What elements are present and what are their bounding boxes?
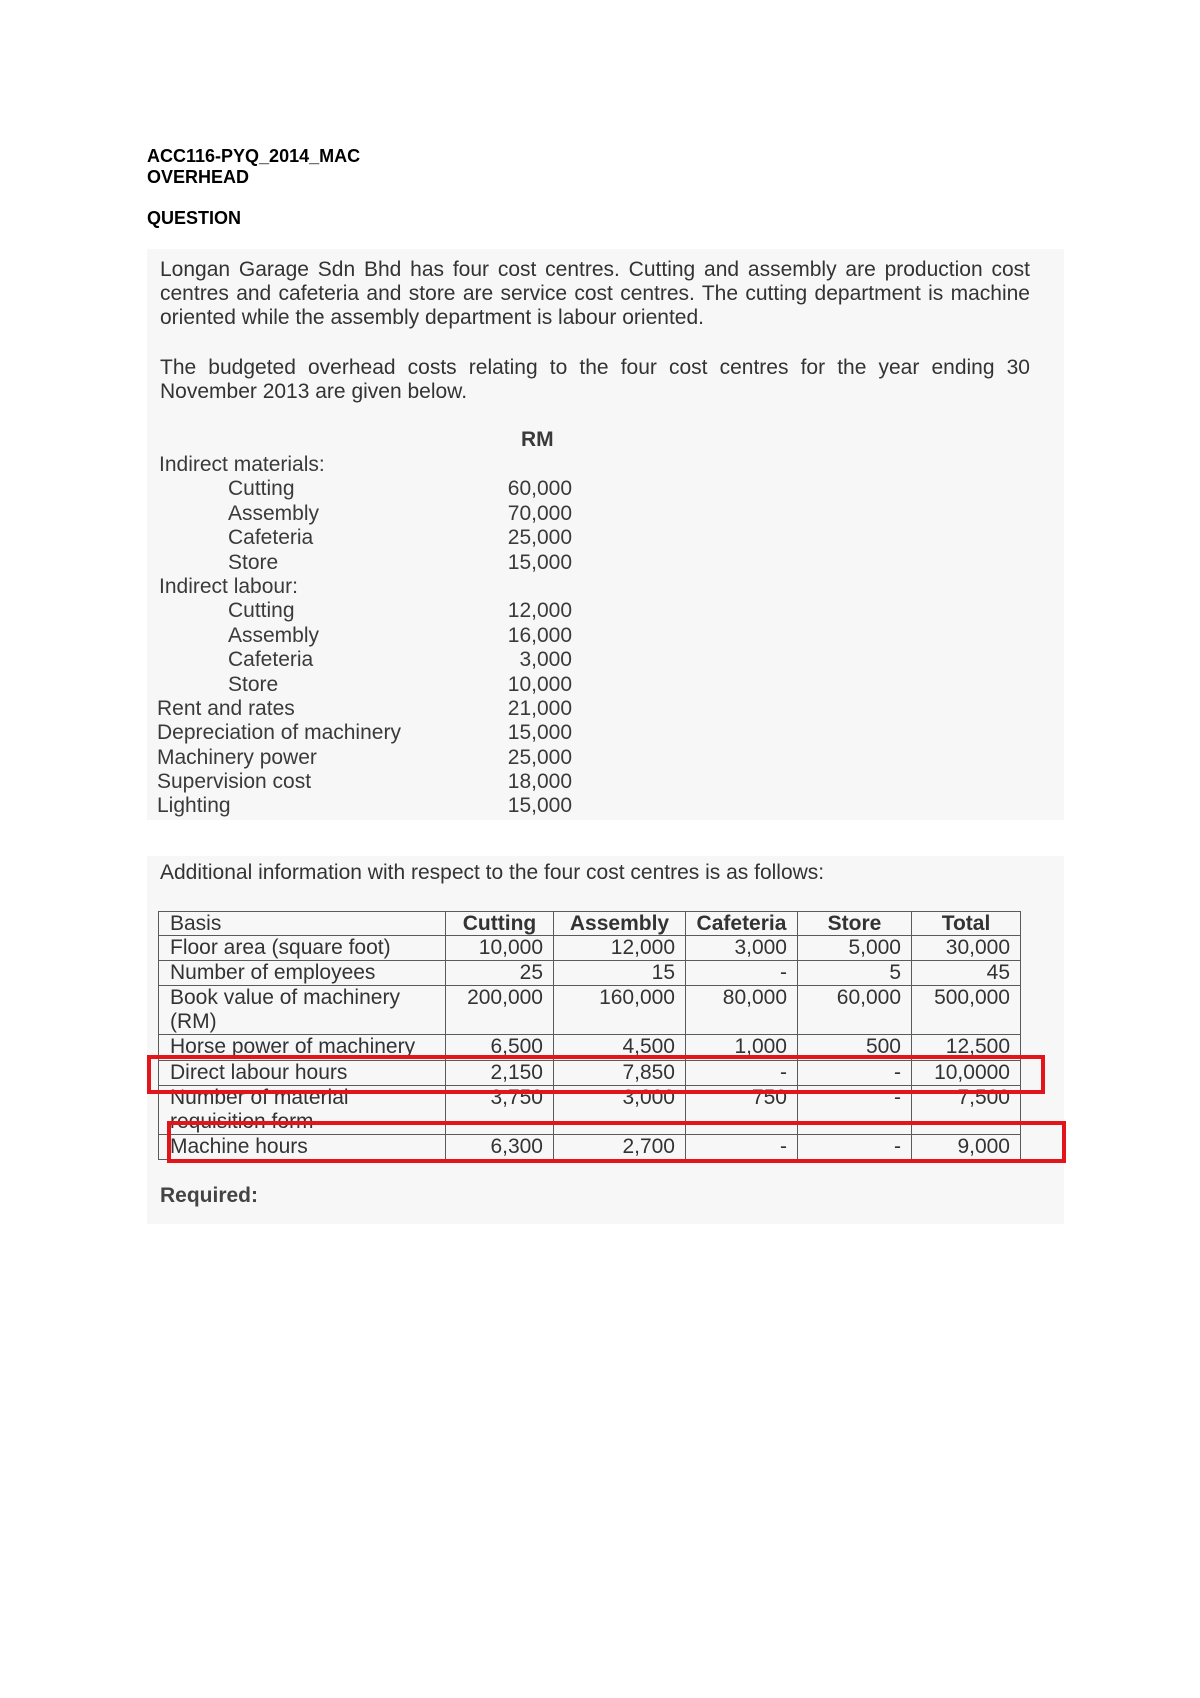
cost-item: [0, 721, 572, 745]
table-header-cell: Assembly: [554, 912, 686, 935]
table-cell-basis: Number of material requisition form: [159, 1086, 446, 1134]
section-heading: QUESTION: [147, 208, 242, 228]
cost-item: [0, 599, 572, 623]
cost-item-label: Cutting: [228, 599, 295, 623]
cost-item-value: 15,000: [507, 550, 572, 574]
document-topic: OVERHEAD: [147, 167, 250, 187]
cost-item-label: Assembly: [228, 501, 320, 525]
table-cell-basis: Horse power of machinery: [159, 1035, 446, 1060]
question-intro: Longan Garage Sdn Bhd has four cost centres. Cutting and assembly are production cost centres and cafeteria and store are service cost centres. The cutting department is machine oriented while the assembly department is labour oriented.: [160, 258, 1030, 329]
table-cell: 5,000: [798, 936, 912, 960]
table-cell: 10,000: [446, 936, 554, 960]
cost-item: [0, 502, 572, 526]
table-cell: 9,000: [912, 1135, 1021, 1159]
table-cell: 6,300: [446, 1135, 554, 1159]
table-cell: 2,150: [446, 1061, 554, 1085]
table-cell: 500,000: [912, 986, 1021, 1034]
cost-item-value: 10,000: [507, 672, 572, 696]
table-cell: 3,000: [554, 1086, 686, 1134]
table-cell: 750: [686, 1086, 798, 1134]
cost-item: [0, 697, 572, 721]
table-header-cell: Basis: [159, 912, 446, 935]
table-cell: 6,500: [446, 1035, 554, 1060]
cost-item: [0, 551, 572, 575]
table-cell: 12,500: [912, 1035, 1021, 1060]
cost-item: [0, 624, 572, 648]
cost-item-label: Cafeteria: [228, 526, 314, 550]
additional-info-intro: Additional information with respect to the four cost centres is as follows:: [160, 861, 825, 884]
table-header-row: [159, 912, 1021, 936]
cost-item-label: Lighting: [157, 794, 231, 818]
cost-item-label: Machinery power: [157, 745, 317, 769]
cost-item-label: Depreciation of machinery: [157, 721, 401, 745]
cost-item-value: 70,000: [507, 501, 572, 525]
table-header-cell: Cutting: [446, 912, 554, 935]
table-cell: -: [798, 1061, 912, 1085]
cost-item-value: 12,000: [507, 599, 572, 623]
table-header-cell: Cafeteria: [686, 912, 798, 935]
highlight-box-machine-hours: [167, 1121, 1066, 1163]
cost-item: [0, 746, 572, 770]
highlight-box-direct-labour-hours: [147, 1055, 1045, 1094]
table-cell: 200,000: [446, 986, 554, 1034]
table-cell: 1,000: [686, 1035, 798, 1060]
cost-item-label: Cafeteria: [228, 648, 314, 672]
cost-item-label: Assembly: [228, 623, 320, 647]
table-cell: -: [798, 1086, 912, 1134]
cost-item-value: 60,000: [507, 477, 572, 501]
cost-group-label: Indirect labour:: [159, 574, 298, 598]
table-row: [159, 961, 1021, 986]
cost-group-label: Indirect materials:: [159, 453, 325, 476]
table-cell-basis: Direct labour hours: [159, 1061, 446, 1085]
table-cell: 10,0000: [912, 1061, 1021, 1085]
table-cell: 3,750: [446, 1086, 554, 1134]
table-cell: 60,000: [798, 986, 912, 1034]
table-cell: 500: [798, 1035, 912, 1060]
table-cell: -: [798, 1135, 912, 1159]
cost-item: [0, 673, 572, 697]
table-cell: 3,000: [686, 936, 798, 960]
required-label: Required:: [160, 1184, 259, 1207]
table-row: [159, 936, 1021, 961]
table-cell: -: [686, 1061, 798, 1085]
table-cell: 7,500: [912, 1086, 1021, 1134]
table-header-cell: Total: [912, 912, 1021, 935]
table-cell: 5: [798, 961, 912, 985]
table-cell: -: [686, 1135, 798, 1159]
cost-item-value: 15,000: [507, 794, 572, 818]
cost-item-label: Store: [228, 672, 279, 696]
cost-item-label: Store: [228, 550, 279, 574]
table-cell: 30,000: [912, 936, 1021, 960]
cost-item-value: 21,000: [507, 696, 572, 720]
cost-item: [0, 770, 572, 794]
table-cell: 45: [912, 961, 1021, 985]
currency-header: RM: [521, 428, 554, 451]
cost-item-value: 16,000: [507, 623, 572, 647]
table-cell-basis: Floor area (square foot): [159, 936, 446, 960]
cost-item: [0, 648, 572, 672]
table-row: [159, 986, 1021, 1035]
table-cell: 160,000: [554, 986, 686, 1034]
cost-item-value: 15,000: [507, 721, 572, 745]
table-cell: 2,700: [554, 1135, 686, 1159]
table-cell: 7,850: [554, 1061, 686, 1085]
table-cell-basis: Book value of machinery (RM): [159, 986, 446, 1034]
cost-item-label: Rent and rates: [157, 696, 295, 720]
cost-item: [0, 526, 572, 550]
cost-item-label: Supervision cost: [157, 770, 312, 794]
cost-item-value: 3,000: [519, 648, 572, 672]
cost-item-label: Cutting: [228, 477, 295, 501]
cost-item-value: 25,000: [507, 526, 572, 550]
table-header-cell: Store: [798, 912, 912, 935]
table-cell: 25: [446, 961, 554, 985]
cost-item-value: 25,000: [507, 745, 572, 769]
cost-group-indirect-labour: [0, 575, 572, 599]
cost-item: [0, 477, 572, 501]
cost-item: [0, 794, 572, 818]
cost-group-indirect-materials: [0, 453, 572, 477]
table-cell: 12,000: [554, 936, 686, 960]
table-cell: -: [686, 961, 798, 985]
table-cell-basis: Machine hours: [159, 1135, 446, 1159]
table-cell-basis: Number of employees: [159, 961, 446, 985]
cost-item-value: 18,000: [507, 770, 572, 794]
table-cell: 80,000: [686, 986, 798, 1034]
overhead-cost-list: [0, 453, 572, 819]
budget-intro: The budgeted overhead costs relating to the four cost centres for the year ending 30 November 2013 are given below.: [160, 356, 1030, 403]
table-cell: 4,500: [554, 1035, 686, 1060]
document-code: ACC116-PYQ_2014_MAC: [147, 146, 361, 166]
table-cell: 15: [554, 961, 686, 985]
